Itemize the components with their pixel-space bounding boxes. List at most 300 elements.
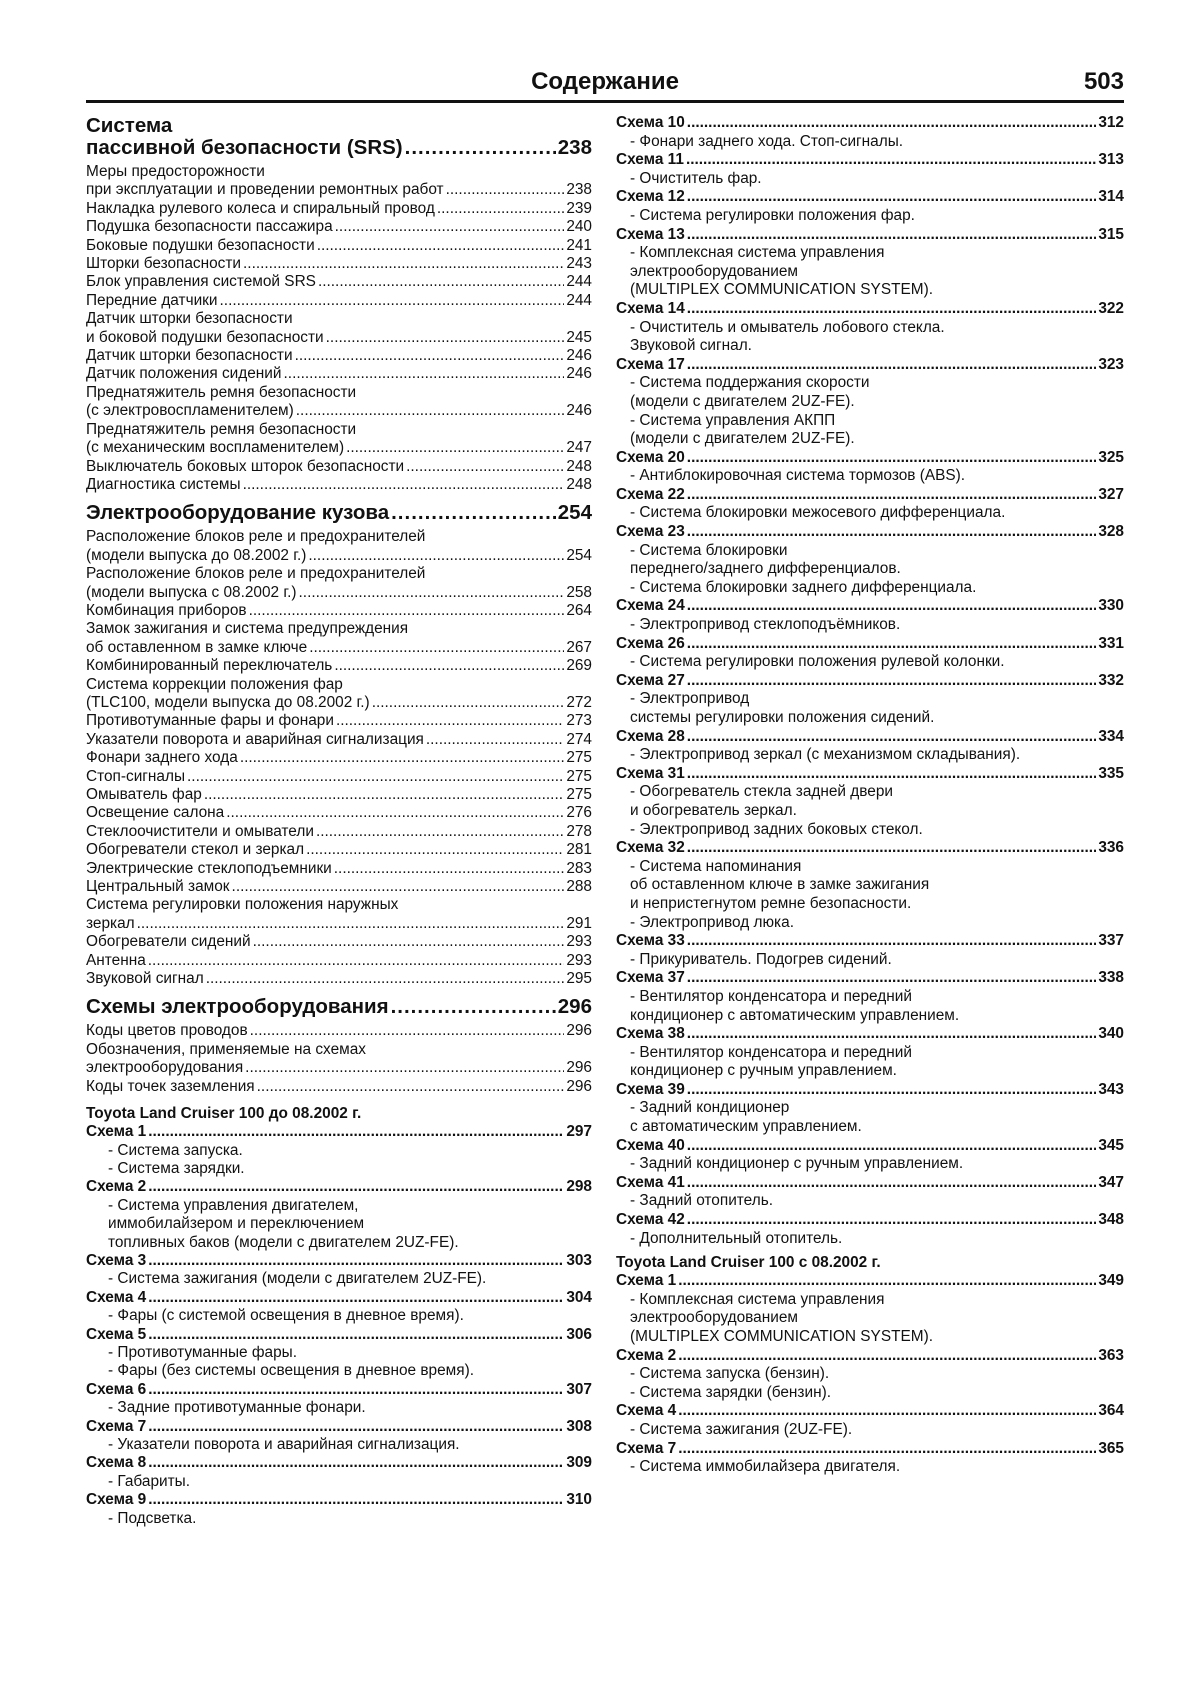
scheme-entry bbox=[86, 1326, 592, 1381]
entry-title: (модели выпуска до 08.2002 г.) bbox=[86, 546, 307, 564]
scheme-link[interactable] bbox=[616, 226, 1124, 245]
scheme-description: - Система регулировки положения фар. bbox=[630, 206, 915, 224]
scheme-entry bbox=[616, 188, 1124, 225]
dot-leader bbox=[299, 584, 565, 602]
entry-title: Звуковой сигнал bbox=[86, 970, 204, 988]
scheme-entry bbox=[86, 1491, 592, 1528]
entry-page: 313 bbox=[1098, 151, 1124, 169]
entry-title: Обогреватели стекол и зеркал bbox=[86, 841, 305, 859]
dot-leader bbox=[148, 1454, 564, 1472]
toc-entry-link[interactable] bbox=[86, 1078, 592, 1096]
dot-leader bbox=[245, 1059, 564, 1077]
scheme-description: - Система зажигания (модели с двигателем 2UZ-FE). bbox=[108, 1270, 487, 1288]
entry-title: Датчик положения сидений bbox=[86, 365, 282, 383]
entry-title: Коды точек заземления bbox=[86, 1077, 255, 1095]
toc-entry-link[interactable] bbox=[86, 237, 592, 255]
model-subheading: Toyota Land Cruiser 100 с 08.2002 г. bbox=[616, 1254, 881, 1272]
entry-title: Передние датчики bbox=[86, 291, 218, 309]
entry-title: Схема 26 bbox=[616, 634, 685, 652]
scheme-link[interactable] bbox=[616, 728, 1124, 747]
entry-page: 349 bbox=[1098, 1272, 1124, 1290]
scheme-description: - Подсветка. bbox=[108, 1509, 197, 1527]
toc-entry-link[interactable] bbox=[86, 365, 592, 383]
scheme-description: - Система зарядки. bbox=[108, 1159, 245, 1177]
toc-entry bbox=[86, 273, 592, 291]
toc-entry bbox=[86, 528, 592, 565]
entry-page: 296 bbox=[566, 1022, 592, 1040]
scheme-link[interactable] bbox=[616, 486, 1124, 505]
entry-page: 343 bbox=[1098, 1080, 1124, 1098]
scheme-link[interactable] bbox=[616, 188, 1124, 207]
scheme-description: - Задний кондиционер с ручным управлением. bbox=[630, 1155, 964, 1173]
entry-page: 276 bbox=[566, 804, 592, 822]
entry-page: 323 bbox=[1098, 355, 1124, 373]
dot-leader bbox=[316, 823, 564, 841]
toc-entry-link[interactable] bbox=[86, 694, 592, 712]
scheme-link[interactable] bbox=[86, 1178, 592, 1196]
dot-leader bbox=[257, 1078, 565, 1096]
scheme-description: об оставленном ключе в замке зажигания bbox=[630, 876, 930, 894]
entry-title: Схема 17 bbox=[616, 355, 685, 373]
dot-leader bbox=[678, 1440, 1096, 1459]
scheme-link[interactable] bbox=[616, 635, 1124, 654]
entry-page: 246 bbox=[566, 365, 592, 383]
entry-title: Схема 10 bbox=[616, 114, 685, 131]
entry-title: Электрические стеклоподъемники bbox=[86, 859, 332, 877]
toc-entry-link[interactable] bbox=[86, 181, 592, 199]
dot-leader bbox=[687, 839, 1097, 858]
scheme-link[interactable] bbox=[616, 969, 1124, 988]
toc-entry-link[interactable] bbox=[86, 347, 592, 365]
scheme-link[interactable] bbox=[86, 1454, 592, 1472]
entry-title: Схема 8 bbox=[86, 1454, 147, 1472]
toc-entry-link[interactable] bbox=[86, 970, 592, 988]
entry-page: 314 bbox=[1098, 188, 1124, 206]
entry-title: Выключатель боковых шторок безопасности bbox=[86, 457, 405, 475]
scheme-description: (MULTIPLEX COMMUNICATION SYSTEM). bbox=[630, 1328, 933, 1345]
toc-entry-link[interactable] bbox=[86, 273, 592, 291]
entry-page: 254 bbox=[566, 546, 592, 564]
dot-leader bbox=[148, 1491, 564, 1509]
dot-leader bbox=[687, 1137, 1097, 1156]
dot-leader bbox=[687, 1211, 1097, 1230]
scheme-link[interactable] bbox=[616, 356, 1124, 375]
entry-page: 296 bbox=[566, 1059, 592, 1077]
scheme-entry bbox=[616, 672, 1124, 728]
toc-entry-link[interactable] bbox=[86, 786, 592, 804]
dot-leader bbox=[318, 273, 564, 291]
scheme-description: - Система напоминания bbox=[630, 857, 802, 875]
scheme-link[interactable] bbox=[616, 1174, 1124, 1193]
entry-title: Схема 31 bbox=[616, 764, 685, 782]
scheme-entry bbox=[616, 635, 1124, 672]
dot-leader bbox=[678, 1402, 1096, 1421]
scheme-description: - Антиблокировочная система тормозов (ABS). bbox=[630, 467, 966, 485]
dot-leader bbox=[326, 329, 565, 347]
toc-entry-link[interactable] bbox=[86, 933, 592, 951]
entry-title: Схема 7 bbox=[616, 1439, 677, 1457]
toc-entry-link[interactable] bbox=[86, 823, 592, 841]
scheme-entry bbox=[616, 1272, 1124, 1346]
entry-page: 310 bbox=[566, 1491, 592, 1509]
dot-leader bbox=[187, 768, 564, 786]
dot-leader bbox=[148, 1123, 564, 1141]
scheme-description: - Вентилятор конденсатора и передний bbox=[630, 987, 912, 1005]
scheme-entry bbox=[616, 1347, 1124, 1403]
entry-title: Подушка безопасности пассажира bbox=[86, 218, 333, 236]
entry-page: 238 bbox=[566, 181, 592, 199]
entry-title: Схема 3 bbox=[86, 1251, 147, 1269]
scheme-description: - Электропривод зеркал (с механизмом складывания). bbox=[630, 746, 1021, 764]
entry-page: 306 bbox=[566, 1325, 592, 1343]
toc-entry bbox=[86, 458, 592, 476]
toc-entry-link[interactable] bbox=[86, 749, 592, 767]
toc-entry-link[interactable] bbox=[86, 329, 592, 347]
dot-leader bbox=[148, 1326, 564, 1344]
scheme-description: - Фонари заднего хода. Стоп-сигналы. bbox=[630, 132, 904, 150]
scheme-link[interactable] bbox=[616, 1347, 1124, 1366]
section-heading bbox=[86, 996, 592, 1018]
toc-entry-link[interactable] bbox=[86, 1059, 592, 1077]
scheme-description: - Электропривод люка. bbox=[630, 913, 794, 931]
entry-title: и боковой подушки безопасности bbox=[86, 328, 324, 346]
dot-leader bbox=[687, 523, 1097, 542]
toc-entry-link[interactable] bbox=[86, 878, 592, 896]
entry-page: 332 bbox=[1098, 671, 1124, 689]
toc-entry bbox=[86, 952, 592, 970]
toc-entry bbox=[86, 163, 592, 200]
entry-page: 246 bbox=[566, 402, 592, 420]
scheme-description: - Система блокировки bbox=[630, 541, 788, 559]
dot-leader bbox=[317, 237, 565, 255]
scheme-link[interactable] bbox=[616, 1025, 1124, 1044]
entry-page: 295 bbox=[566, 970, 592, 988]
scheme-description: - Прикуриватель. Подогрев сидений. bbox=[630, 950, 892, 968]
scheme-description: и непристегнутом ремне безопасности. bbox=[630, 894, 912, 912]
toc-entry bbox=[86, 1022, 592, 1040]
scheme-link[interactable] bbox=[616, 1081, 1124, 1100]
dot-leader bbox=[306, 841, 564, 859]
scheme-entry bbox=[86, 1123, 592, 1178]
entry-title-line: Система коррекции положения фар bbox=[86, 675, 343, 693]
toc-entry bbox=[86, 749, 592, 767]
toc-entry bbox=[86, 237, 592, 255]
section-link[interactable] bbox=[86, 996, 592, 1018]
entry-title: Схема 2 bbox=[616, 1346, 677, 1364]
entry-page: 246 bbox=[566, 347, 592, 365]
entry-title-line: Преднатяжитель ремня безопасности bbox=[86, 383, 357, 401]
entry-page: 291 bbox=[566, 914, 592, 932]
scheme-description: (модели с двигателем 2UZ-FE). bbox=[630, 430, 855, 448]
toc-entry-link[interactable] bbox=[86, 804, 592, 822]
toc-entry-link[interactable] bbox=[86, 200, 592, 218]
entry-title: пассивной безопасности (SRS) bbox=[86, 136, 403, 159]
section-heading bbox=[86, 115, 592, 159]
entry-page: 363 bbox=[1098, 1346, 1124, 1364]
toc-entry-link[interactable] bbox=[86, 218, 592, 236]
toc-entry bbox=[86, 768, 592, 786]
toc-entry-link[interactable] bbox=[86, 860, 592, 878]
scheme-link[interactable] bbox=[616, 672, 1124, 691]
scheme-description: с автоматическим управлением. bbox=[630, 1118, 862, 1136]
scheme-link[interactable] bbox=[616, 300, 1124, 319]
dot-leader bbox=[678, 1347, 1096, 1366]
entry-page: 273 bbox=[566, 712, 592, 730]
entry-title: Фонари заднего хода bbox=[86, 749, 238, 767]
entry-page: 243 bbox=[566, 255, 592, 273]
scheme-description: - Система управления двигателем, bbox=[108, 1196, 359, 1214]
toc-entry bbox=[86, 421, 592, 458]
dot-leader bbox=[296, 402, 565, 420]
scheme-description: - Обогреватель стекла задней двери bbox=[630, 783, 893, 801]
dot-leader bbox=[686, 151, 1096, 170]
scheme-description: - Комплексная система управления bbox=[630, 1290, 885, 1308]
scheme-description: - Электропривод задних боковых стекол. bbox=[630, 820, 923, 838]
toc-entry bbox=[86, 933, 592, 951]
entry-page: 281 bbox=[566, 841, 592, 859]
toc-entry-link[interactable] bbox=[86, 639, 592, 657]
scheme-description: - Задние противотуманные фонари. bbox=[108, 1399, 366, 1417]
dot-leader bbox=[250, 1022, 565, 1040]
entry-page: 239 bbox=[566, 199, 592, 217]
entry-page: 338 bbox=[1098, 969, 1124, 987]
toc-entry bbox=[86, 731, 592, 749]
entry-page: 288 bbox=[566, 878, 592, 896]
entry-title: (TLC100, модели выпуска до 08.2002 г.) bbox=[86, 693, 370, 711]
page-number: 503 bbox=[1083, 68, 1124, 95]
scheme-link[interactable] bbox=[86, 1491, 592, 1509]
toc-entry bbox=[86, 712, 592, 730]
toc-entry-link[interactable] bbox=[86, 584, 592, 602]
scheme-link[interactable] bbox=[616, 1211, 1124, 1230]
entry-title: Коды цветов проводов bbox=[86, 1022, 248, 1040]
entry-title: (с электровоспламенителем) bbox=[86, 402, 294, 420]
dot-leader bbox=[687, 597, 1097, 616]
entry-title: Шторки безопасности bbox=[86, 255, 242, 273]
entry-title: Схема 11 bbox=[616, 151, 684, 169]
entry-title: Схема 24 bbox=[616, 597, 685, 615]
entry-page: 303 bbox=[566, 1251, 592, 1269]
scheme-description: - Система блокировки межосевого дифференциала. bbox=[630, 504, 1006, 522]
scheme-link[interactable] bbox=[616, 449, 1124, 468]
scheme-entry bbox=[616, 597, 1124, 634]
entry-page: 336 bbox=[1098, 839, 1124, 857]
toc-entry bbox=[86, 292, 592, 310]
entry-title-line: Обозначения, применяемые на схемах bbox=[86, 1040, 366, 1058]
entry-page: 244 bbox=[566, 273, 592, 291]
scheme-description: электрооборудованием bbox=[630, 1309, 798, 1327]
dot-leader bbox=[687, 1081, 1097, 1100]
toc-entry-link[interactable] bbox=[86, 952, 592, 970]
toc-entry bbox=[86, 476, 592, 494]
toc-entry bbox=[86, 620, 592, 657]
toc-entry-link[interactable] bbox=[86, 731, 592, 749]
entry-page: 335 bbox=[1098, 764, 1124, 782]
scheme-entry bbox=[616, 932, 1124, 969]
entry-title-line: Замок зажигания и система предупреждения bbox=[86, 620, 409, 638]
scheme-entry bbox=[616, 114, 1124, 151]
scheme-link[interactable] bbox=[616, 839, 1124, 858]
scheme-link[interactable] bbox=[616, 523, 1124, 542]
toc-entry bbox=[86, 860, 592, 878]
scheme-description: - Система иммобилайзера двигателя. bbox=[630, 1458, 901, 1476]
entry-title: Боковые подушки безопасности bbox=[86, 236, 315, 254]
entry-page: 245 bbox=[566, 328, 592, 346]
dot-leader bbox=[253, 933, 565, 951]
dot-leader bbox=[687, 1174, 1097, 1193]
scheme-link[interactable] bbox=[616, 1440, 1124, 1459]
dot-leader bbox=[687, 486, 1097, 505]
scheme-link[interactable] bbox=[616, 114, 1124, 133]
entry-page: 272 bbox=[566, 693, 592, 711]
page-title: Содержание bbox=[531, 68, 679, 95]
entry-title: Схема 38 bbox=[616, 1025, 685, 1043]
entry-page: 248 bbox=[566, 475, 592, 493]
scheme-link[interactable] bbox=[86, 1289, 592, 1307]
scheme-link[interactable] bbox=[616, 932, 1124, 951]
scheme-description: - Указатели поворота и аварийная сигнализация. bbox=[108, 1436, 460, 1453]
scheme-link[interactable] bbox=[616, 1272, 1124, 1291]
entry-title: Указатели поворота и аварийная сигнализация bbox=[86, 730, 424, 748]
toc-entry bbox=[86, 1041, 592, 1078]
toc-entry bbox=[86, 310, 592, 347]
scheme-description: - Система управления АКПП bbox=[630, 411, 836, 429]
scheme-entry bbox=[616, 969, 1124, 1025]
toc-entry-link[interactable] bbox=[86, 458, 592, 476]
toc-entry bbox=[86, 841, 592, 859]
entry-title: Диагностика системы bbox=[86, 475, 241, 493]
toc-entry-link[interactable] bbox=[86, 841, 592, 859]
entry-page: 340 bbox=[1098, 1025, 1124, 1043]
entry-page: 307 bbox=[566, 1380, 592, 1398]
scheme-link[interactable] bbox=[86, 1123, 592, 1141]
entry-page: 296 bbox=[566, 1077, 592, 1095]
toc-entry-link[interactable] bbox=[86, 1022, 592, 1040]
scheme-entry bbox=[616, 765, 1124, 839]
toc-entry-link[interactable] bbox=[86, 657, 592, 675]
scheme-entry bbox=[616, 226, 1124, 300]
section-title-line: Система bbox=[86, 114, 173, 137]
entry-page: 293 bbox=[566, 951, 592, 969]
entry-title: Схема 40 bbox=[616, 1136, 685, 1154]
dot-leader bbox=[687, 635, 1097, 654]
scheme-description: - Электропривод стеклоподъёмников. bbox=[630, 616, 901, 634]
scheme-entry bbox=[86, 1178, 592, 1252]
dot-leader bbox=[391, 502, 556, 524]
entry-title: Датчик шторки безопасности bbox=[86, 347, 293, 365]
section-link[interactable] bbox=[86, 137, 592, 159]
dot-leader bbox=[687, 1025, 1097, 1044]
scheme-description: - Система зажигания (2UZ-FE). bbox=[630, 1420, 853, 1438]
scheme-description: (модели с двигателем 2UZ-FE). bbox=[630, 392, 855, 410]
scheme-entry bbox=[86, 1418, 592, 1455]
entry-title: Схема 9 bbox=[86, 1491, 147, 1509]
entry-page: 312 bbox=[1098, 114, 1124, 131]
toc-entry-link[interactable] bbox=[86, 768, 592, 786]
scheme-description: системы регулировки положения сидений. bbox=[630, 709, 935, 726]
entry-page: 275 bbox=[566, 749, 592, 767]
dot-leader bbox=[226, 804, 564, 822]
scheme-description: и обогреватель зеркал. bbox=[630, 801, 797, 819]
section-link[interactable] bbox=[86, 502, 592, 524]
entry-page: 269 bbox=[566, 657, 592, 675]
entry-title: Схема 42 bbox=[616, 1211, 685, 1229]
dot-leader bbox=[405, 137, 556, 159]
toc-entry bbox=[86, 602, 592, 620]
toc-entry bbox=[86, 804, 592, 822]
dot-leader bbox=[148, 1289, 564, 1307]
scheme-description: - Очиститель фар. bbox=[630, 169, 762, 187]
toc-entry-link[interactable] bbox=[86, 602, 592, 620]
scheme-description: кондиционер с ручным управлением. bbox=[630, 1062, 897, 1080]
entry-title: Комбинированный переключатель bbox=[86, 657, 333, 675]
scheme-entry bbox=[616, 300, 1124, 356]
toc-entry-link[interactable] bbox=[86, 915, 592, 933]
scheme-link[interactable] bbox=[616, 597, 1124, 616]
scheme-link[interactable] bbox=[616, 1402, 1124, 1421]
entry-title: Антенна bbox=[86, 951, 146, 969]
toc-entry-link[interactable] bbox=[86, 402, 592, 420]
scheme-entry bbox=[86, 1289, 592, 1326]
entry-page: 322 bbox=[1098, 299, 1124, 317]
entry-title: Схема 4 bbox=[616, 1402, 677, 1420]
toc-entry-link[interactable] bbox=[86, 292, 592, 310]
dot-leader bbox=[243, 476, 565, 494]
toc-entry-link[interactable] bbox=[86, 255, 592, 273]
dot-leader bbox=[295, 347, 565, 365]
entry-page: 254 bbox=[557, 501, 592, 525]
toc-entry bbox=[86, 255, 592, 273]
toc-entry-link[interactable] bbox=[86, 547, 592, 565]
dot-leader bbox=[148, 1418, 564, 1436]
dot-leader bbox=[687, 765, 1097, 784]
dot-leader bbox=[446, 181, 565, 199]
entry-page: 258 bbox=[566, 583, 592, 601]
scheme-link[interactable] bbox=[86, 1381, 592, 1399]
dot-leader bbox=[687, 300, 1097, 319]
dot-leader bbox=[346, 439, 564, 457]
toc-entry bbox=[86, 786, 592, 804]
scheme-link[interactable] bbox=[616, 151, 1124, 170]
entry-title: Схема 5 bbox=[86, 1325, 147, 1343]
dot-leader bbox=[243, 255, 564, 273]
scheme-link[interactable] bbox=[86, 1252, 592, 1270]
scheme-entry bbox=[616, 356, 1124, 449]
dot-leader bbox=[687, 114, 1097, 133]
dot-leader bbox=[334, 860, 565, 878]
toc-entry bbox=[86, 384, 592, 421]
toc-entry-link[interactable] bbox=[86, 439, 592, 457]
scheme-link[interactable] bbox=[616, 1137, 1124, 1156]
entry-page: 278 bbox=[566, 822, 592, 840]
scheme-description: - Задний кондиционер bbox=[630, 1099, 790, 1117]
scheme-description: топливных баков (модели с двигателем 2UZ-FE). bbox=[108, 1233, 459, 1251]
entry-title: (модели выпуска с 08.2002 г.) bbox=[86, 583, 297, 601]
toc-entry-link[interactable] bbox=[86, 712, 592, 730]
dot-leader bbox=[391, 996, 556, 1018]
toc-entry-link[interactable] bbox=[86, 476, 592, 494]
scheme-link[interactable] bbox=[616, 765, 1124, 784]
entry-page: 264 bbox=[566, 601, 592, 619]
dot-leader bbox=[206, 970, 565, 988]
scheme-link[interactable] bbox=[86, 1326, 592, 1344]
entry-title-line: Система регулировки положения наружных bbox=[86, 896, 399, 914]
entry-page: 364 bbox=[1098, 1402, 1124, 1420]
entry-page: 348 bbox=[1098, 1211, 1124, 1229]
scheme-link[interactable] bbox=[86, 1418, 592, 1436]
scheme-entry bbox=[616, 449, 1124, 486]
entry-title: Схема 2 bbox=[86, 1178, 147, 1196]
